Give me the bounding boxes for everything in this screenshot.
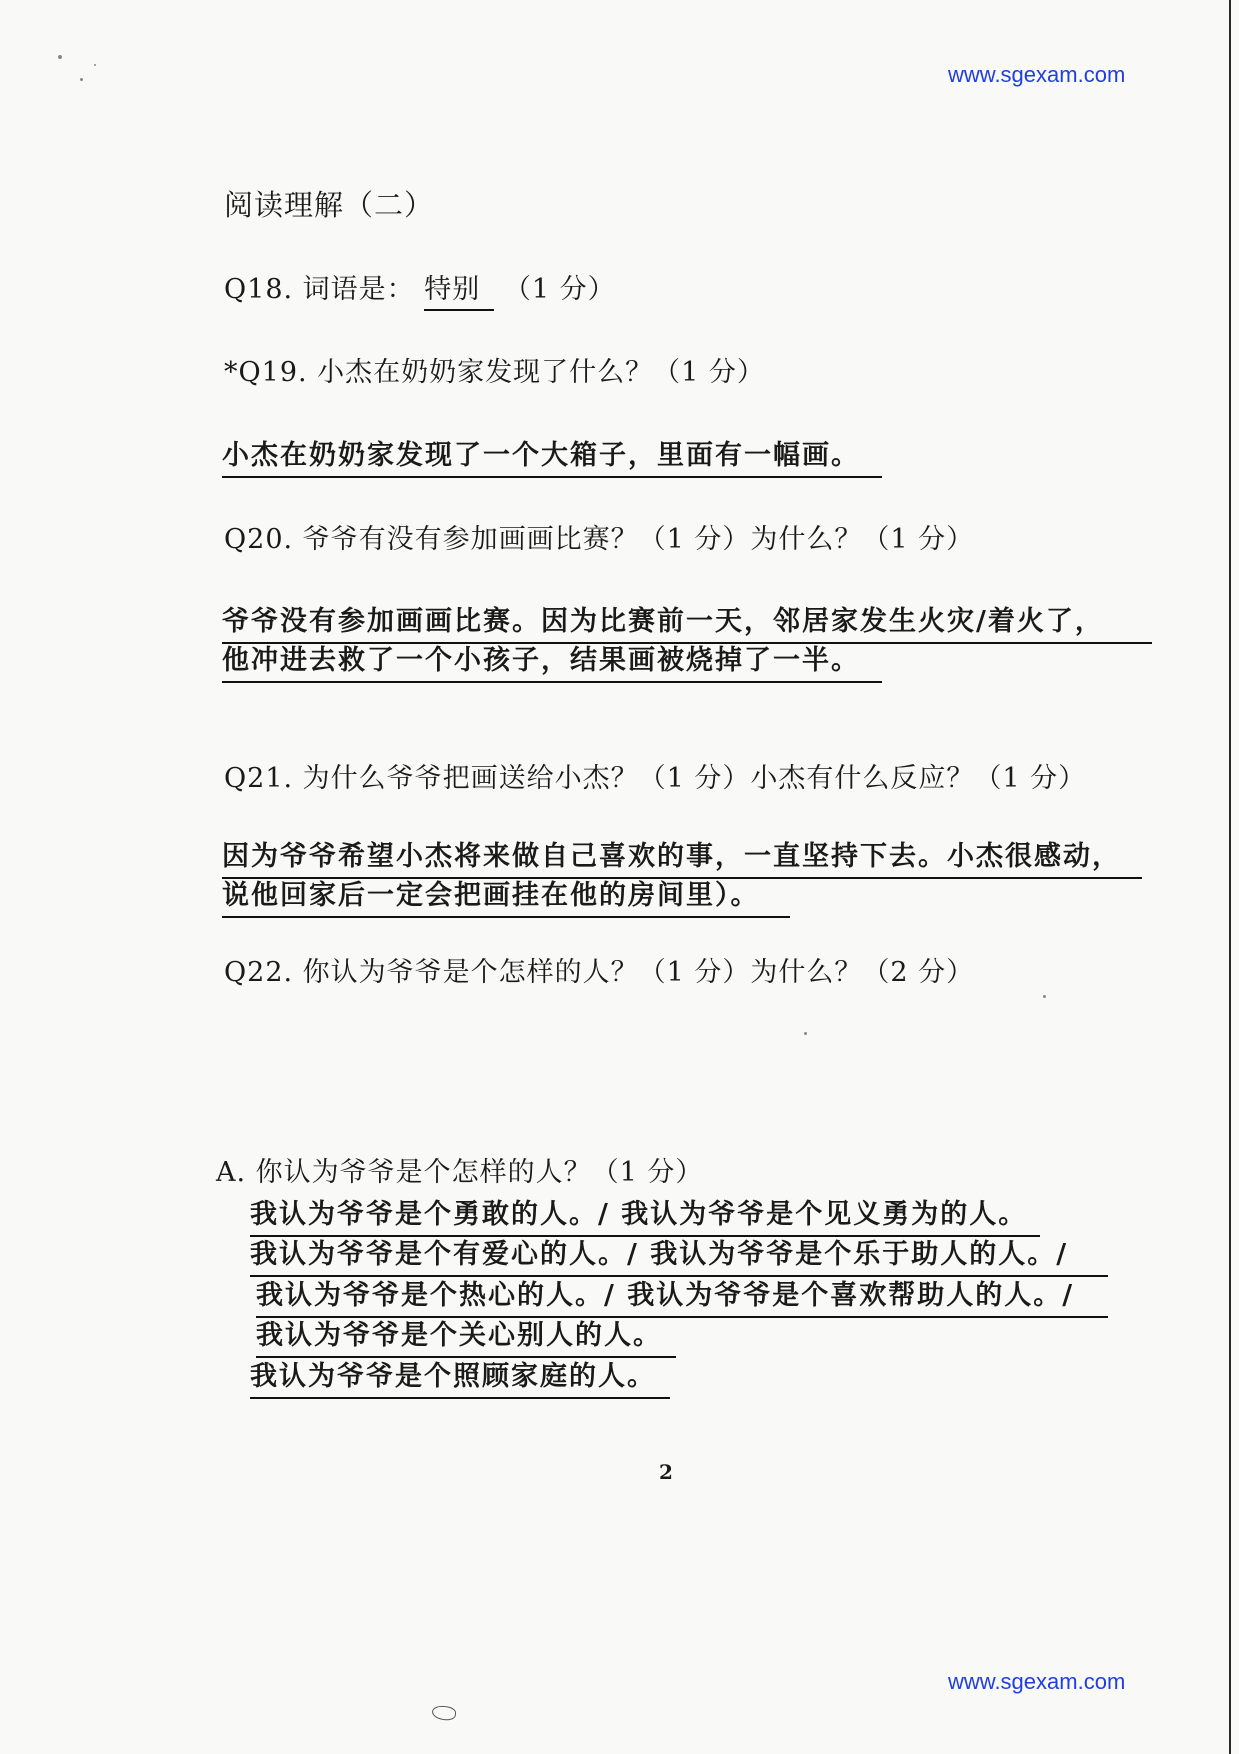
section-title: 阅读理解（二） [224, 188, 435, 222]
scan-smudge [431, 1704, 457, 1721]
q20-answer-line-1: 爷爷没有参加画画比赛。因为比赛前一天，邻居家发生火灾/着火了， [222, 599, 1152, 644]
q22-part-a-label: A. 你认为爷爷是个怎样的人？（1 分） [216, 1157, 704, 1188]
page-number: 2 [659, 1460, 673, 1484]
q22-question: Q22. 你认为爷爷是个怎样的人？（1 分）为什么？（2 分） [224, 957, 975, 988]
q21-answer-line-2: 说他回家后一定会把画挂在他的房间里）。 [222, 873, 790, 918]
q22-answer-line-1: 我认为爷爷是个勇敢的人。/ 我认为爷爷是个见义勇为的人。 [250, 1192, 1040, 1237]
page-edge [1229, 0, 1231, 1754]
q20-answer-line-2: 他冲进去救了一个小孩子，结果画被烧掉了一半。 [222, 638, 882, 683]
scan-speck [94, 64, 96, 66]
q22-answer-line-3: 我认为爷爷是个热心的人。/ 我认为爷爷是个喜欢帮助人的人。/ [256, 1273, 1108, 1318]
scan-speck [80, 78, 83, 81]
q18-line [224, 267, 616, 306]
q18-marks: （1 分） [503, 274, 616, 305]
q21-answer-line-1: 因为爷爷希望小杰将来做自己喜欢的事，一直坚持下去。小杰很感动， [222, 834, 1142, 879]
q19-question: *Q19. 小杰在奶奶家发现了什么？（1 分） [224, 357, 765, 388]
scan-speck [58, 55, 62, 59]
q18-prefix: Q18. 词语是： [224, 274, 415, 305]
watermark-top[interactable]: www.sgexam.com [948, 62, 1126, 87]
q20-question: Q20. 爷爷有没有参加画画比赛？（1 分）为什么？（1 分） [224, 524, 975, 555]
q19-answer: 小杰在奶奶家发现了一个大箱子，里面有一幅画。 [222, 433, 882, 478]
q18-answer: 特别 [424, 274, 494, 311]
scan-speck [1043, 995, 1046, 998]
q22-answer-line-5: 我认为爷爷是个照顾家庭的人。 [250, 1354, 670, 1399]
watermark-bottom[interactable]: www.sgexam.com [948, 1669, 1126, 1694]
q22-answer-line-2: 我认为爷爷是个有爱心的人。/ 我认为爷爷是个乐于助人的人。/ [250, 1232, 1108, 1277]
q22-answer-line-4: 我认为爷爷是个关心别人的人。 [256, 1313, 676, 1358]
q21-question: Q21. 为什么爷爷把画送给小杰？（1 分）小杰有什么反应？（1 分） [224, 763, 1087, 794]
scan-speck [804, 1032, 807, 1035]
